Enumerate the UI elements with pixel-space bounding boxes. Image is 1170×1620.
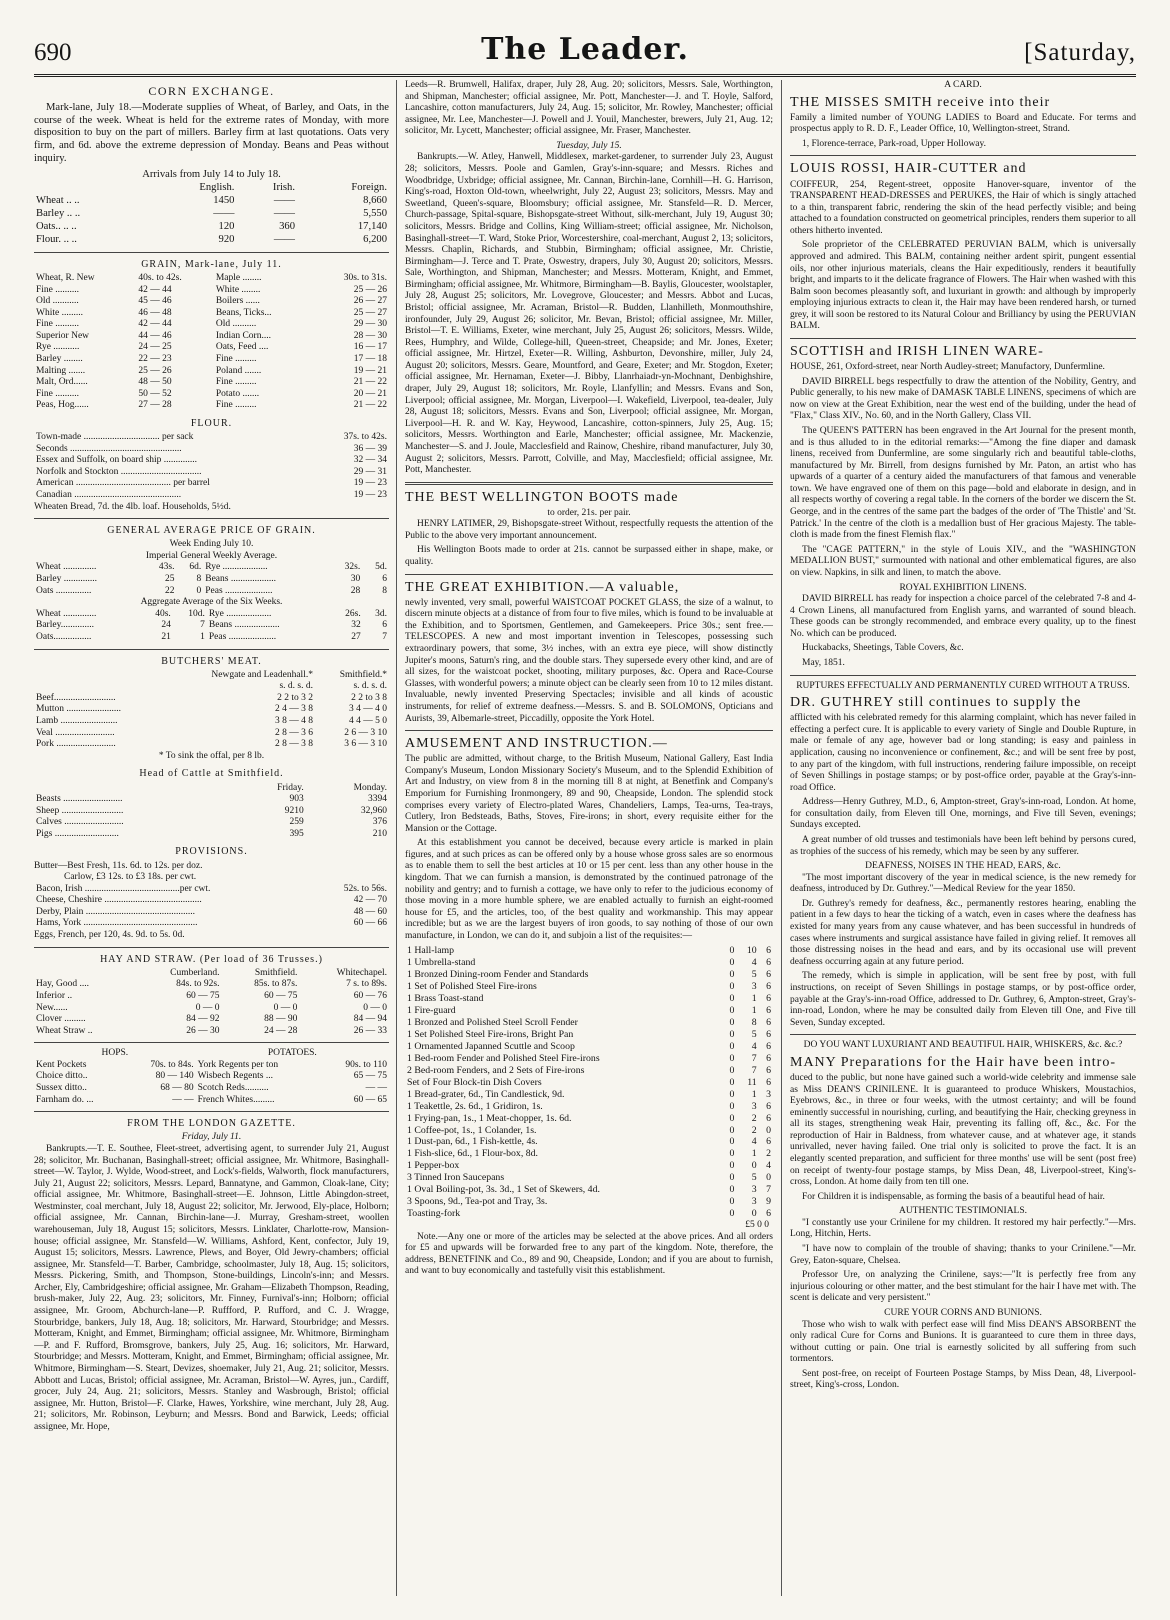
table-row: Malting ....... 25 — 26 Poland ....... 19 — 21 <box>36 365 387 376</box>
deafness-quote: "The most important discovery of the year in medical science, is the new remedy for deafness, introduced by Dr. Guthrey."—Medical Review for the year 1850. <box>790 872 1136 895</box>
table-row: Hams, York ................................................ 60 — 66 <box>36 918 387 929</box>
table-row: Barley.............. 24 7 Beans ................... 32 6 <box>36 620 387 631</box>
hay-title: HAY AND STRAW. (Per load of 36 Trusses.) <box>100 953 323 965</box>
gazette-continued: Leeds—R. Brumwell, Halifax, draper, July 28, Aug. 20; solicitors, Messrs. Sale, Worthington, and Shipman, Manchester; official assignee, Mr. Pott, Manchester—J. and T. Hoyle, Salford, Lancashire, cotton manufacturers, July 24, Aug. 15; solicitor, Mr. Rowley, Manchester; official assignee, Mr. Lee, Manchester—J. Powell and J. Youil, Manchester, brewers, July 21, Aug. 12; solicitor, Mr. Lycett, Manchester; official assignee, Mr. Fraser, Manchester. <box>405 80 773 137</box>
table-row: Pork ......................... 2 8 — 3 8 3 6 — 3 10 <box>36 739 387 750</box>
linen-body-2: DAVID BIRRELL begs respectfully to draw the attention of the Nobility, Gentry, and Public generally, to his new make of DAMASK TABLE LINENS, specimens of which are now on view at the Great Exhibition, near the west end of the building, under the head of "Flax," Class XIV., No. 60, and in the North Gallery, Class VII. <box>790 376 1136 422</box>
divider <box>34 649 389 650</box>
table-row: Fine .......... 42 — 44 White ........ 25 — 26 <box>36 284 387 295</box>
crinilene-heading: MANY Preparations for the Hair have been intro- <box>790 1054 1117 1070</box>
header-rule <box>34 74 1136 77</box>
table-row: Derby, Plain .............................................. 48 — 60 <box>36 906 387 917</box>
list-item: 1 Set Polished Steel Fire-irons, Bright Pan 0 5 6 <box>407 1029 771 1040</box>
linen-heading: SCOTTISH and IRISH LINEN WARE- <box>790 344 1044 360</box>
table-row: Flour. .. .. 920 —— 6,200 <box>36 233 387 245</box>
list-item: 1 Bread-grater, 6d., Tin Candlestick, 9d. 0 1 3 <box>407 1088 771 1100</box>
linen-date: May, 1851. <box>802 657 845 668</box>
rossi-body: COIFFEUR, 254, Regent-street, opposite Hanover-square, inventor of the TRANSPARENT HEAD-DRESSES and PERUKES, the Hair of which is singly attached to a thin, transparent fabric, rendering the skin of the head perfectly visible; and being attached to a foundation constructed on geometrical principles, renders them superior to all others hitherto invented. <box>790 179 1136 236</box>
table-row: Superior New 44 — 46 Indian Corn.... 28 — 30 <box>36 330 387 341</box>
meat-title: BUTCHERS' MEAT. <box>161 655 262 667</box>
table-row: Choice ditto.. 80 — 140 Wisbech Regents ... 65 — 75 <box>36 1071 387 1082</box>
table-row: Canadian ............................................. 19 — 23 <box>36 489 387 500</box>
guthrey-body-3: A great number of old trusses and testimonials have been left behind by persons cured, as trophies of the success of his remedy, which may be seen by any sufferer. <box>790 835 1136 857</box>
guthrey-address: Address—Henry Guthrey, M.D., 6, Ampton-street, Gray's-inn-road, London. At home, for consultation daily, from Eleven till One, mornings, and Five till Seven, evenings; Sundays excepted. <box>790 797 1136 831</box>
hops-potatoes-table: HOPS. POTATOES. Kent Pockets 70s. to 84s. York Regents per ton 90s. to 110 Choice ditto.. 80 — 140 Wisbech Regents ... 65 — 75 Sussex ditto.. 68 — 80 Scotch Reds.......... — — Farnham do. ... — — French Whites......... 60 — 65 <box>36 1048 387 1105</box>
table-row: Oats................ 21 1 Peas .................... 27 7 <box>36 631 387 642</box>
table-row: Mutton ....................... 2 4 — 3 8 3 4 — 4 0 <box>36 704 387 715</box>
requisites-total: £5 0 0 <box>745 1220 769 1230</box>
list-item: 2 Bed-room Fenders, and 2 Sets of Fire-irons 0 7 6 <box>407 1064 771 1076</box>
misses-smith-heading: THE MISSES SMITH receive into their <box>790 94 1051 110</box>
table-row: Farnham do. ... — — French Whites......... 60 — 65 <box>36 1094 387 1105</box>
table-row: Fine .......... 50 — 52 Potato ....... 20 — 21 <box>36 388 387 399</box>
list-item: 1 Oval Boiling-pot, 3s. 3d., 1 Set of Skewers, 4d. 0 3 7 <box>407 1184 771 1196</box>
amusement-body-2: At this establishment you cannot be deceived, because every article is marked in plain figures, and at such prices as can be offered only by a house whose gross sales are so enormous as to enable them to sell the best articles at 10 or 15 per cent. less than any other house in the kingdom. That we can furnish a mansion, is demonstrated by the continued patronage of the nobility and gentry; and to furnish a cottage, we have only to refer to the judicious economy of those moving in a more humble sphere, we are enabled actually to furnish an eight-roomed house for £5, and the articles, too, of the best quality and workmanship. This may appear incredible; but as we are the largest buyers of iron goods, to say nothing of those of our own manufacture, in London, we can do it, and subjoin a list of the requisites:— <box>405 838 773 941</box>
table-row: Pigs ........................... 395 210 <box>36 828 387 839</box>
list-item: Toasting-fork 0 0 6 <box>407 1208 771 1220</box>
corns-title: CURE YOUR CORNS AND BUNIONS. <box>884 1307 1042 1318</box>
amusement-heading: AMUSEMENT AND INSTRUCTION.— <box>405 736 668 752</box>
linen-body-6: Huckabacks, Sheetings, Table Covers, &c. <box>802 643 964 654</box>
corns-body: Those who wish to walk with perfect ease will find Miss DEAN'S ABSORBENT the only radical Cure for Corns and Bunions. It is guaranteed to cure them in three days, without cutting or pain. One trial is earnestly solicited by all suffering from such tormentors. <box>790 1319 1136 1365</box>
list-item: 1 Bronzed Dining-room Fender and Standards 0 5 6 <box>407 969 771 981</box>
list-item: 1 Teakettle, 2s. 6d., 1 Gridiron, 1s. 0 3 6 <box>407 1100 771 1112</box>
divider <box>34 1111 389 1112</box>
imperial-average: Imperial General Weekly Average. <box>145 550 278 561</box>
guthrey-heading: DR. GUTHREY still continues to supply the <box>790 695 1082 711</box>
gazette-title: FROM THE LONDON GAZETTE. <box>127 1118 296 1130</box>
gazette-date: Friday, July 11. <box>181 1132 242 1143</box>
bankrupts-tuesday: Bankrupts.—W. Atley, Hanwell, Middlesex, market-gardener, to surrender July 23, August 28; solicitors, Messrs. Poole and Gamlen, Gray's-inn-square; and Messrs. Riches and Woodbridge, Uxbridge; official assignee, Mr. Cannan, Birchin-lane, Cornhill—H. G. Harrison, King's-road, Hoxton Old-town, wheelwright, July 22, August 23; solicitors, Messrs. May and Sweetland, Queen's-square, Bloomsbury; official assignee, Mr. Stansfeld—R. D. Mercer, Church-passage, Spital-square, Bishopsgate-street Without, silk-merchant, July 19, August 30; solicitors, Messrs. Bridge and Collins, King William-street; official assignee, Mr. Nicholson, Basinghall-street—T. Ward, Stoke Prior, Worcestershire, coal-merchant, August 2, 13; solicitors, Messrs. Chaplin, Richards, and Stubbin, Birmingham; official assignee, Mr. Christie, Birmingham—J. Terce and T. Prate, Oswestry, drapers, July 30, August 20; solicitors, Messrs. Sale, Worthington, and Shipman, Manchester; and Messrs. Motteram, Knight, and Emmet, Birmingham; official assignee, Mr. Whitmore, Birmingham—B. Baylis, Gloucester, woolstapler, July 28, August 25; solicitors, Mr. Lovegrove, Gloucester; and Messrs. Abbot and Lucas, Bristol; official assignee, Mr. Acraman, Bristol—R. Budden, Llanhilleth, Monmouthshire, ironfounder, July 29, August 26; solicitor, Mr. Bevan, Bristol; official assignee, Mr. Miller, Bristol—T. E. Williams, Exeter, wine merchant, July 25, August 26; solicitors, Messrs. Wilde, Rees, Humphry, and Wilde, College-hill, Queen-street, Cheapside; and Mr. Jones, Exeter; official assignee, Mr. Hirtzel, Exeter—R. Willing, Ashburton, Devonshire, miller, July 24, August 20; solicitors, Messrs. Geare, Mountford, and Geare, Exeter; and Mr. Stogdon, Exeter; official assignee, Mr. Hernaman, Exeter—J. Bibby, Llanrhaiadr-yn-Mochnant, Denbighshire, draper, July 29, August 18; solicitors, Mr. Royle, Llanfyllin; and Messrs. Evans and Son, Liverpool; official assignee, Mr. Morgan, Liverpool—I. Wakefield, Liverpool, tea-dealer, July 28, August 18; solicitors, Messrs. Evans and Son, Liverpool; official assignee, Mr. Morgan, Liverpool—H. R. and W. Kay, Heywood, Lancashire, cotton-spinners, July 25, Aug. 15; solicitors, Messrs. Worthington and Earle, Manchester; official assignee, Mr. Mackenzie, Manchester—S. and J. Joule, Macclesfield and Rainow, Cheshire, riband manufacturer, July 30, August 2; solicitors, Messrs. Parrott, Colville, and May, Macclesfield; official assignee, Mr. Pott, Manchester. <box>405 152 773 476</box>
carlow-price: Carlow, £3 12s. to £3 18s. per cwt. <box>64 872 197 883</box>
list-item: 1 Brass Toast-stand 0 1 6 <box>407 993 771 1005</box>
table-row: Barley ........ 22 — 23 Fine ......... 17 — 18 <box>36 354 387 364</box>
average-title: GENERAL AVERAGE PRICE OF GRAIN. <box>107 525 316 537</box>
boots-body-2: His Wellington Boots made to order at 21s. cannot be surpassed either in shape, make, or quality. <box>405 545 773 568</box>
aggregate-table <box>34 609 389 644</box>
table-row: Kent Pockets 70s. to 84s. York Regents per ton 90s. to 110 <box>36 1059 387 1070</box>
table-row: Lamb ........................ 3 8 — 4 8 4 4 — 5 0 <box>36 716 387 727</box>
testimonial-2: "I have now to complain of the trouble of shaving; thanks to your Crinilene."—Mr. Grey, Eaton-square, Chelsea. <box>790 1244 1136 1266</box>
deafness-title: DEAFNESS, NOISES IN THE HEAD, EARS, &c. <box>865 861 1061 872</box>
table-row: Fine .......... 42 — 44 Old .......... 29 — 30 <box>36 319 387 330</box>
aggregate-average: Aggregate Average of the Six Weeks. <box>140 597 283 608</box>
divider <box>34 1042 389 1043</box>
exhibition-body: newly invented, very small, powerful WAISTCOAT POCKET GLASS, the size of a walnut, to discern minute objects at a distance of from four to five miles, which is found to be invaluable at the Exhibition, and to Sportsmen, Gentlemen, and Gamekeepers. Price 30s.; sent free.—TELESCOPES. A new and most important invention in Telescopes, possessing such extraordinary powers, that some, 3½ inches, with an extra eye piece, will show distinctly Jupiter's moons, Saturn's ring, and the double stars. They supersede every other kind, and are of all sizes, for the waistcoat pocket, shooting, military purposes, &c. Opera and Race-Course Glasses, with wonderful powers; a minute object can be clearly seen from 10 to 12 miles distant. Invaluable, newly invented Preserving Spectacles; invisible and all kinds of acoustic instruments, for relief of extreme deafness.—Messrs. S. and B. SOLOMONS, Opticians and Aurists, 39, Albemarle-street, Piccadilly, opposite the York Hotel. <box>405 597 773 724</box>
whiskers-label: DO YOU WANT LUXURIANT AND BEAUTIFUL HAIR, WHISKERS, &c. &c.? <box>803 1040 1123 1051</box>
table-row: Seconds ............................................... 36 — 39 <box>36 443 387 454</box>
list-item: 1 Hall-lamp 0 10 6 <box>407 945 771 957</box>
list-item: 3 Tinned Iron Saucepans 0 5 0 <box>407 1172 771 1184</box>
table-row: Veal ......................... 2 8 — 3 6 2 6 — 3 10 <box>36 727 387 738</box>
ruptures-label: RUPTURES EFFECTUALLY AND PERMANENTLY CURED WITHOUT A TRUSS. <box>796 680 1130 691</box>
table-row: Barley .............. 25 8 Beans ................... 30 6 <box>36 574 387 585</box>
cattle-table: Friday. Monday. Beasts ......................... 903 3394 Sheep .......................... 9210 32,960 Calves ......................... 259 376 Pigs ........................... 395 210 <box>36 782 387 839</box>
card-label: A CARD. <box>944 80 982 90</box>
table-row: White ......... 46 — 48 Beans, Ticks... 25 — 27 <box>36 307 387 318</box>
column-1 <box>34 80 389 1596</box>
list-item: 1 Umbrella-stand 0 4 6 <box>407 957 771 969</box>
testimonials-title: AUTHENTIC TESTIMONIALS. <box>898 1206 1028 1217</box>
testimonial-1: "I constantly use your Crinilene for my children. It restored my hair perfectly."—Mrs. Long, Hitchin, Herts. <box>790 1217 1136 1240</box>
table-row: New...... 0 — 0 0 — 0 0 — 0 <box>36 1002 387 1013</box>
column-3 <box>790 80 1136 1596</box>
table-row: Essex and Suffolk, on board ship .............. 32 — 34 <box>36 455 387 466</box>
rossi-body-2: Sole proprietor of the CELEBRATED PERUVIAN BALM, which is universally approved and admired. This BALM, containing neither ardent spirit, pungent essential oils, nor other injurious materials, cleans the Hair expeditiously, renders it beautifully bright, and imparts to it the delicate fragrance of Flowers. The Hair when washed with this Balm soon becomes pleasantly soft, and luxuriant in growth: and although by improperly employing injurious extracts to clean it, the Hair may have been rendered harsh, or turned grey, it will soon be restored to its Natural Colour and Brilliancy by using the PERUVIAN BALM. <box>790 240 1136 332</box>
divider <box>790 1034 1136 1035</box>
bread-price: Wheaten Bread, 7d. the 4lb. loaf. Households, 5½d. <box>34 501 231 512</box>
linen-body-4: The "CAGE PATTERN," in the style of Louis XIV., and the "WASHINGTON MEDALLION BUST," surmounted with national and other emblematical figures, are also on view. Napkins, in silk and linen, to match the above. <box>790 544 1136 578</box>
table-row: Cheese, Cheshire ......................................... 42 — 70 <box>36 895 387 906</box>
page-header <box>34 28 1136 72</box>
table-row: Sheep .......................... 9210 32,960 <box>36 805 387 816</box>
divider <box>34 518 389 519</box>
boots-heading: THE BEST WELLINGTON BOOTS made <box>405 489 679 505</box>
table-row: Calves ......................... 259 376 <box>36 817 387 828</box>
arrivals-title: Arrivals from July 14 to July 18. <box>142 169 281 181</box>
amusement-note: Note.—Any one or more of the articles may be selected at the above prices. And all orders for £5 and upwards will be forwarded free to any part of the kingdom. Note, therefore, the address, BENETFINK and Co., 89 and 90, Cheapside, London; and if you are about to furnish, and want to buy economically and tastefully visit this establishment. <box>405 1231 773 1277</box>
table-row: Inferior .. 60 — 75 60 — 75 60 — 76 <box>36 990 387 1001</box>
table-row: Beasts ......................... 903 3394 <box>36 794 387 805</box>
table-row: Wheat, R. New 40s. to 42s. Maple ........ 30s. to 31s. <box>36 272 387 283</box>
crinilene-body: duced to the public, but none have gained such a world-wide celebrity and immense sale as Miss DEAN'S CRINILENE. It is guaranteed to produce Whiskers, Moustachios, Eyebrows, &c., in three or four weeks, with the utmost certainty; and will be found eminently successful in nourishing, curling, and beautifying the Hair, checking greyness in all its stages, strengthening weak Hair, preventing its falling off, &c., &c. For the reproduction of Hair in Baldness, from whatever cause, and at whatever age, it stands unrivalled, never having failed. One trial only is solicited to prove the fact. It is an elegantly scented preparation, and sufficient for three months' use will be sent (post free) on receipt of twenty-four postage stamps, by Miss Dean, 48, Liverpool-street, King's-cross, London. At home daily from ten till one. <box>790 1072 1136 1188</box>
guthrey-body: afflicted with his celebrated remedy for this alarming complaint, which has never failed in effecting a perfect cure. It is applicable to every variety of Single and Double Rupture, in male or female of any age, however bad or long standing; is easy and painless in application, causing no inconvenience or confinement, &c.; and will be sent free by post, to any part of the kingdom, with full instructions, rendering failure impossible, on receipt of Seven Shillings in postage stamps; or by post-office order, payable at the Gray's-inn-road Office. <box>790 713 1136 793</box>
divider <box>790 675 1136 676</box>
divider <box>34 252 389 253</box>
corn-exchange-title: CORN EXCHANGE. <box>148 84 275 98</box>
masthead-title: The Leader. <box>481 32 689 67</box>
royal-linens-title: ROYAL EXHIBITION LINENS. <box>899 582 1027 593</box>
table-row: Beef.......................... 2 2 to 3 2 2 2 to 3 8 <box>36 692 387 703</box>
butter-price: Butter—Best Fresh, 11s. 6d. to 12s. per doz. <box>34 860 203 871</box>
table-row: Clover ......... 84 — 92 88 — 90 84 — 94 <box>36 1014 387 1025</box>
flour-title: FLOUR. <box>190 417 233 429</box>
list-item: 1 Frying-pan, 1s., 1 Meat-chopper, 1s. 6d. 0 2 6 <box>407 1112 771 1124</box>
hay-table: Cumberland. Smithfield. Whitechapel. Hay, Good .... 84s. to 92s. 85s. to 87s. 7 s. to 89s. Inferior .. 60 — 75 60 — 75 60 — 76 New...... 0 — 0 0 — 0 0 — 0 Clover ......... 84 — 92 88 — 90 84 — 94 Wheat Straw .. 26 — 30 24 — 28 26 — 33 <box>36 967 387 1036</box>
table-row: American ........................................ per barrel 19 — 23 <box>36 478 387 489</box>
exhibition-heading: THE GREAT EXHIBITION.—A valuable, <box>405 579 680 595</box>
arrivals-table: English. Irish. Foreign. Wheat .. .. 1450 —— 8,660 Barley .. .. —— —— 5,550 Oats.. .. .. 120 360 17,140 Flour. .. .. 920 —— 6,200 <box>36 182 387 245</box>
corns-body-2: Sent post-free, on receipt of Fourteen Postage Stamps, by Miss Dean, 48, Liverpool-street, King's-cross, London. <box>790 1368 1136 1391</box>
deafness-body-2: The remedy, which is simple in application, will be sent free by post, with full instructions, on receipt of Seven Shillings in postage stamps, or by post-office order, payable at the Gray's-inn-road Office, addressed to Dr. Guthrey, 6, Ampton-street, Gray's-inn-road, London, where he may be consulted daily from Eleven till One, and Five till Seven, Sunday excepted. <box>790 971 1136 1028</box>
misses-smith-body: Family a limited number of YOUNG LADIES to Board and Educate. For terms and prospectus apply to R. D. F., Leader Office, 10, Wellington-street, Strand. <box>790 112 1136 135</box>
table-row: Wheat .............. 43s. 6d. Rye ................... 32s. 5d. <box>36 562 387 573</box>
week-ending: Week Ending July 10. <box>169 539 254 550</box>
column-divider <box>781 80 782 1596</box>
boots-price: to order, 21s. per pair. <box>547 507 631 518</box>
crinilene-body-2: For Children it is indispensable, as forming the basis of a beautiful head of hair. <box>802 1191 1105 1202</box>
divider <box>34 947 389 948</box>
divider <box>405 482 773 485</box>
linen-body: HOUSE, 261, Oxford-street, near North Audley-street; Manufactory, Dunfermline. <box>790 362 1105 373</box>
boots-body: HENRY LATIMER, 29, Bishopsgate-street Without, respectfully requests the attention of the Public to the above very important announcement. <box>405 519 773 541</box>
divider <box>790 338 1136 339</box>
table-row: Wheat .. .. 1450 —— 8,660 <box>36 195 387 207</box>
list-item: 1 Fire-guard 0 1 6 <box>407 1005 771 1017</box>
page-number: 690 <box>34 39 72 66</box>
table-row: Barley .. .. —— —— 5,550 <box>36 208 387 219</box>
meat-table: Newgate and Leadenhall.* Smithfield.* s. d. s. d. s. d. s. d. Beef.......................... 2 2 to 3 2 2 2 to 3 8 Mutton ....................... 2 4 — 3 8 3 4 — 4 0 Lamb ........................ 3 8 — 4 8 4 4 — 5 0 Veal ......................... 2 8 — 3 6 2 6 — 3 10 Pork ......................... 2 8 — 3 8 3 6 — 3 10 <box>36 669 387 750</box>
provisions-title: PROVISIONS. <box>175 846 248 858</box>
requisites-list <box>405 945 773 1220</box>
column-divider <box>396 80 397 1596</box>
rossi-heading: LOUIS ROSSI, HAIR-CUTTER and <box>790 161 1027 177</box>
list-item: 1 Pepper-box 0 0 4 <box>407 1160 771 1172</box>
gazette-text: Bankrupts.—T. E. Southee, Fleet-street, advertising agent, to surrender July 21, August 28; solicitor, Mr. Buchanan, Basinghall-street; official assignee, Mr. Whitmore, Basinghall-street—W. Taylor, J. Wylde, Wood-street, and Lock's-fields, Walworth, flock manufacturers, July 21, August 22; solicitors, Messrs. Lepard, Bannatyne, and Gammon, Cloak-lane, City; official assignee, Mr. Whitmore, Basinghall-street—E. Johnson, Little Abingdon-street, Westminster, coal merchant, July 18, August 22; solicitor, Mr. Jerwood, Ely-place, Holborn; official assignee, Mr. Cannan, Birchin-lane—J. Murray, Gresham-street, woollen warehouseman, July 18, August 15; solicitors, Messrs. Linklater, Charlotte-row, Mansion-house; official assignee, Mr. Stansfeld—W. Williams, Ashford, Kent, confector, July 19, August 15; solicitors, Messrs. Lawrence, Plews, and Boyer, Old Jewry-chambers; official assignee, Mr. Stansfeld—T. Barber, Cambridge, schoolmaster, July 18, Aug. 15; solicitors, Messrs. Pickering, Smith, and Thompson, Stone-buildings, Lincoln's-inn; and Messrs. Archer, Ely, Cambridgeshire; official assignee, Mr. Graham—Elizabeth Thompson, Reading, brush-maker, July 22, Aug. 23; solicitors, Mr. Finney, Furnival's-inn; Holborn; official assignee, Mr. Groom, Abchurch-lane—P. Ruffford, P. Rufford, and C. J. Wragge, Stourbridge, bankers, July 18, Aug. 18; solicitors, Mr. Harward, Stourbridge; and Messrs. Motteram, Knight, and Emmet, Birmingham; official assignee, Mr. Whitmore, Birmingham—P. and F. Rufford, Bromsgrove, bankers, July 25, Aug. 16; solicitors, Mr. Harward, Stourbridge; and Messrs. Motteram, Knight, and Emmet, Birmingham; official assignee, Mr. Whitmore, Birmingham—S. Steart, Devizes, shoemaker, July 21, Aug. 21; solicitor, Messrs. Abbott and Lucas, Bristol; official assignee, Mr. Acraman, Bristol—W. Ayres, jun., Cardiff, grocer, July 24, Aug. 21; solicitors, Messrs. Stanley and Wasbrough, Bristol; official assignee, Mr. Hutton, Bristol—F. Clarke, Hawes, Yorkshire, wine merchant, July 28, Aug. 21; solicitors, Mr. Robinson, Leyburn; and Messrs. Bond and Barwick, Leeds; official assignee, Mr. Hope, <box>34 1143 389 1432</box>
grain-title: GRAIN, Mark-lane, July 11. <box>141 258 282 270</box>
divider <box>405 574 773 575</box>
table-row: Oats.. .. .. 120 360 17,140 <box>36 220 387 232</box>
table-row: Malt, Ord...... 48 — 50 Fine ......... 21 — 22 <box>36 377 387 388</box>
flour-table <box>34 432 389 501</box>
weekly-average-table <box>34 562 389 597</box>
list-item: 1 Set of Polished Steel Fire-irons 0 3 6 <box>407 981 771 993</box>
header-day: [Saturday, <box>1024 39 1136 66</box>
list-item: 1 Bed-room Fender and Polished Steel Fire-irons 0 7 6 <box>407 1052 771 1064</box>
table-row: Hay, Good .... 84s. to 92s. 85s. to 87s. 7 s. to 89s. <box>36 979 387 990</box>
list-item: 1 Fish-slice, 6d., 1 Flour-box, 8d. 0 1 2 <box>407 1148 771 1160</box>
corn-exchange-text: Mark-lane, July 18.—Moderate supplies of Wheat, of Barley, and Oats, in the course of the week. Wheat is held for the extreme rates of Monday, with more disposition to buy on the part of millers. Barley firm at last quotations. Oats very firm, and 6d. above the extreme depression of Monday. Beans and Peas without inquiry. <box>34 101 389 165</box>
meat-note: * To sink the offal, per 8 lb. <box>158 750 265 761</box>
list-item: 1 Ornamented Japanned Scuttle and Scoop 0 4 6 <box>407 1040 771 1052</box>
deafness-body: Dr. Guthrey's remedy for deafness, &c., permanently restores hearing, enabling the patient in a few days to hear the ticking of a watch, even in cases where the deafness has existed for many years from any cause whatever, and has been successful in hundreds of cases where instruments and surgical assistance have failed in giving relief. It removes all those distressing noises in the head and ears, and by its occasional use will prevent deafness occurring again at any future period. <box>790 898 1136 967</box>
grain-table <box>34 273 389 412</box>
table-row: Wheat Straw .. 26 — 30 24 — 28 26 — 33 <box>36 1025 387 1036</box>
misses-smith-address: 1, Florence-terrace, Park-road, Upper Holloway. <box>802 138 987 149</box>
table-row: Town-made ................................ per sack 37s. to 42s. <box>36 432 387 443</box>
divider <box>405 730 773 731</box>
table-row: Norfolk and Stockton .................................. 29 — 31 <box>36 466 387 477</box>
linen-body-5: DAVID BIRRELL has ready for inspection a choice parcel of the celebrated 7-8 and 4-4 Crown Linens, all manufactured from English yarns, and warranted of sound bleach. These goods can be strongly recommended, and embrace every quality, up to the finest No. which can be produced. <box>790 594 1136 639</box>
table-row: Sussex ditto.. 68 — 80 Scotch Reds.......... — — <box>36 1083 387 1094</box>
table-row: Rye ........... 24 — 25 Oats, Feed .... 16 — 17 <box>36 342 387 353</box>
table-row: Bacon, Irish ........................................per cwt. 52s. to 56s. <box>36 883 387 894</box>
list-item: 3 Spoons, 9d., Tea-pot and Tray, 3s. 0 3 9 <box>407 1196 771 1208</box>
table-row: Wheat .............. 40s. 10d. Rye ................... 26s. 3d. <box>36 608 387 619</box>
list-item: 1 Coffee-pot, 1s., 1 Colander, 1s. 0 2 0 <box>407 1124 771 1136</box>
divider <box>790 155 1136 156</box>
table-row: Oats ............... 22 0 Peas .................... 28 8 <box>36 585 387 596</box>
column-2 <box>405 80 773 1596</box>
list-item: 1 Dust-pan, 6d., 1 Fish-kettle, 4s. 0 4 6 <box>407 1136 771 1148</box>
linen-body-3: The QUEEN'S PATTERN has been engraved in the Art Journal for the present month, and is thus alluded to in the editorial remarks:—"Among the fine diaper and damask linens, received from Dunfermline, are some singularly rich and beautiful table-cloths, manufactured by Mr. Birrell, from designs furnished by Mr. Paton, an artist who has upwards of a quarter of a century aided the manufacturers of that famous and venerable town. We have engraved one of them on this page—bold and elaborate in design, and in all respects worthy of covering a regal table. In the corners of the border we discern the St. George, and in the centres of the same part the badges of the order of 'The Thistle' and 'St. Patrick.' In the centre of the cloth is a medallion bust of Her gracious Majesty. The table-cloth is made from the finest Flemish flax." <box>790 426 1136 541</box>
eggs-price: Eggs, French, per 120, 4s. 9d. to 5s. 0d. <box>34 930 185 941</box>
tuesday-date: Tuesday, July 15. <box>556 140 622 151</box>
cattle-title: Head of Cattle at Smithfield. <box>139 768 284 780</box>
table-row: Peas, Hog...... 27 — 28 Fine ......... 21 — 22 <box>36 400 387 411</box>
provisions-table <box>34 884 389 930</box>
list-item: Set of Four Block-tin Dish Covers 0 11 6 <box>407 1076 771 1088</box>
amusement-body: The public are admitted, without charge, to the British Museum, National Gallery, East India Company's Museum, London Missionary Society's Museum, and to the Splendid Exhibition of Art and Industry, on view from 8 in the morning till 8 at night, at Benetfink and Company's Emporium for Furnishing Ironmongery, 89 and 90, Cheapside, London. The splendid stock comprises every variety of Electro-plated Wares, Chandeliers, Lamps, Tea-urns, Tea-trays, Cutlery, Iron Bedsteads, Baths, Stoves, Fire-irons; in short, every requisite either for the Mansion or the Cottage. <box>405 754 773 834</box>
table-row: Old ........... 45 — 46 Boilers ...... 26 — 27 <box>36 296 387 307</box>
testimonial-3: Professor Ure, on analyzing the Crinilene, says:—"It is perfectly free from any injurious colouring or other matter, and the best stimulant for the hair I have met with. The scent is delicate and very persistent." <box>790 1270 1136 1304</box>
list-item: 1 Bronzed and Polished Steel Scroll Fender 0 8 6 <box>407 1017 771 1029</box>
